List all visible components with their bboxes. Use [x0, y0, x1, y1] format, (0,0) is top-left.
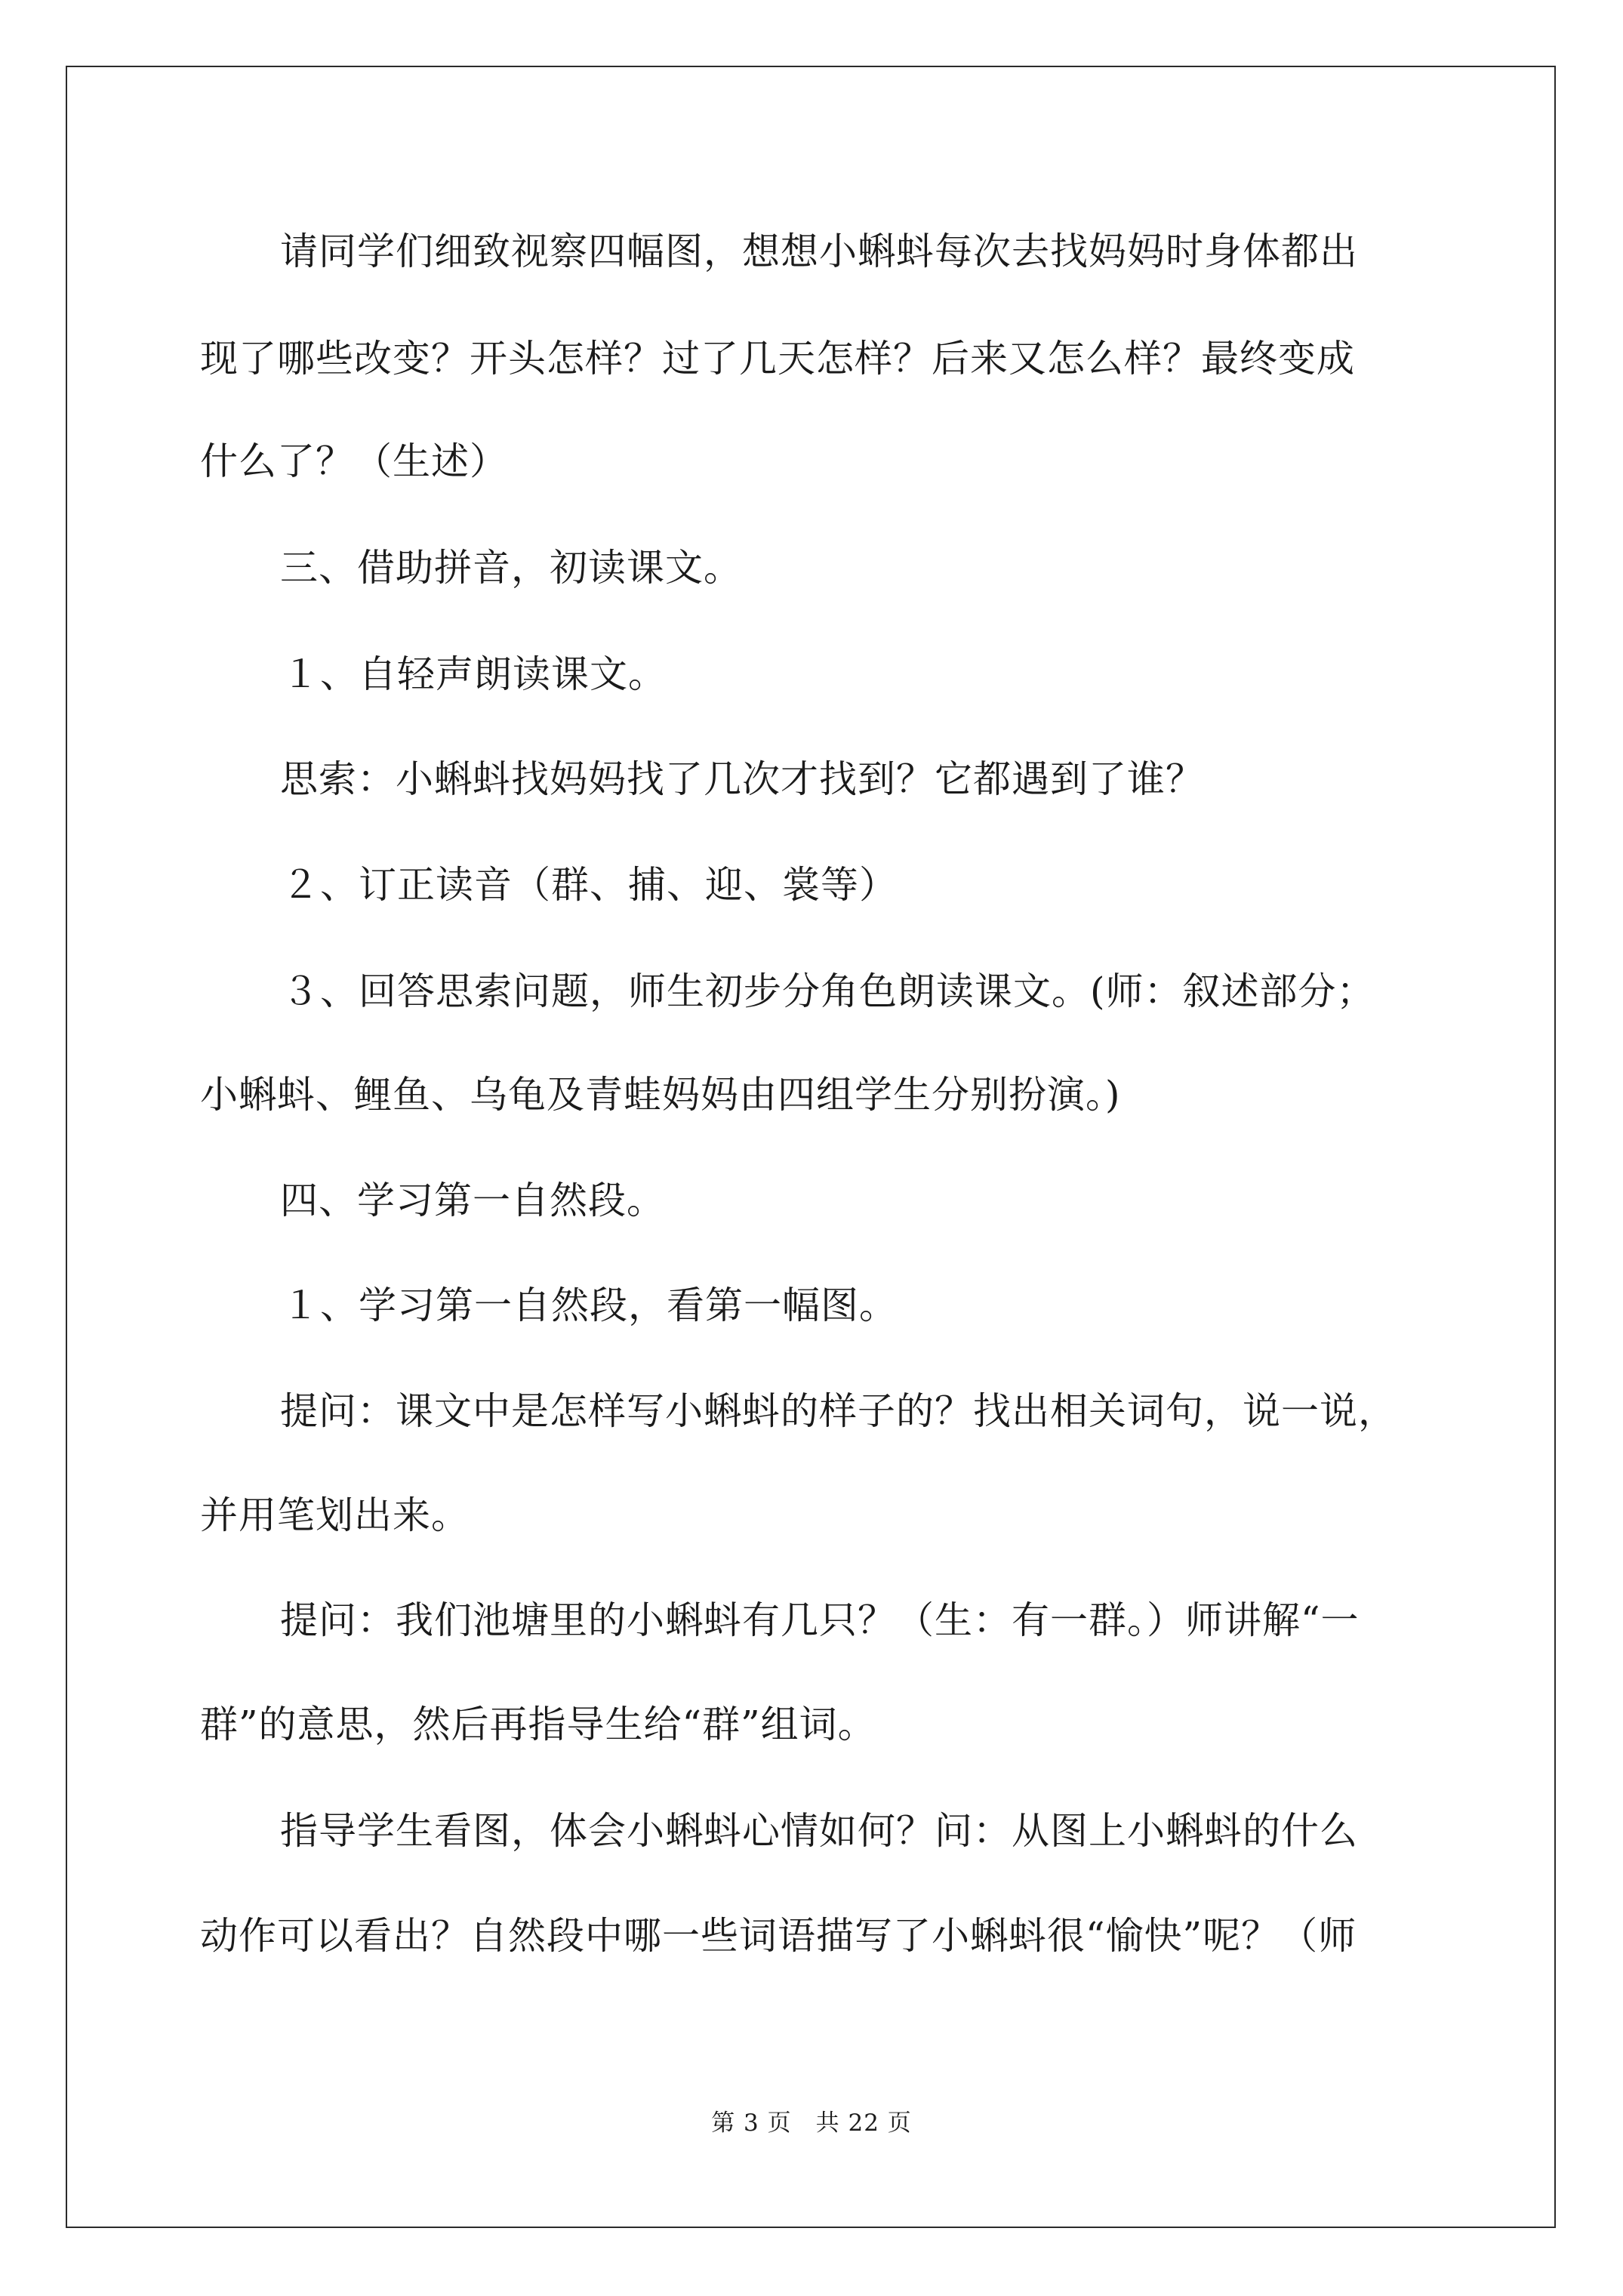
- text-line: 思索：小蝌蚪找妈妈找了几次才找到？它都遇到了谁？: [280, 757, 1204, 801]
- section-heading: 三、借助拼音，初读课文。: [280, 546, 742, 590]
- text-line: 提问：我们池塘里的小蝌蚪有几只？（生：有一群。）师讲解“一: [280, 1598, 1360, 1642]
- text-line: 什么了？（生述）: [200, 439, 508, 483]
- section-heading: 四、学习第一自然段。: [280, 1179, 665, 1222]
- text-line: 小蝌蚪、鲤鱼、乌龟及青蛙妈妈由四组学生分别扮演。): [200, 1073, 1121, 1117]
- text-line: １、自轻声朗读课文。: [282, 652, 667, 696]
- text-line: 群”的意思，然后再指导生给“群”组词。: [200, 1703, 876, 1746]
- page-footer: 第 3 页 共 22 页: [711, 2110, 912, 2137]
- text-line: 提问：课文中是怎样写小蝌蚪的样子的？找出相关词句，说一说，: [280, 1389, 1397, 1433]
- page-border: [66, 66, 1556, 2228]
- text-line: ３、回答思索问题，师生初步分角色朗读课文。(师：叙述部分；: [282, 969, 1375, 1013]
- text-line: ２、订正读音（群、捕、迎、裳等）: [282, 863, 898, 907]
- text-line: 指导学生看图，体会小蝌蚪心情如何？问：从图上小蝌蚪的什么: [280, 1809, 1358, 1853]
- text-line: 并用笔划出来。: [200, 1493, 470, 1537]
- text-line: １、学习第一自然段，看第一幅图。: [282, 1284, 898, 1327]
- text-line: 动作可以看出？自然段中哪一些词语描写了小蝌蚪很“愉快”呢？（师: [200, 1914, 1357, 1958]
- text-line: 请同学们细致视察四幅图，想想小蝌蚪每次去找妈妈时身体都出: [280, 230, 1358, 273]
- text-line: 现了哪些改变？开头怎样？过了几天怎样？后来又怎么样？最终变成: [200, 337, 1355, 381]
